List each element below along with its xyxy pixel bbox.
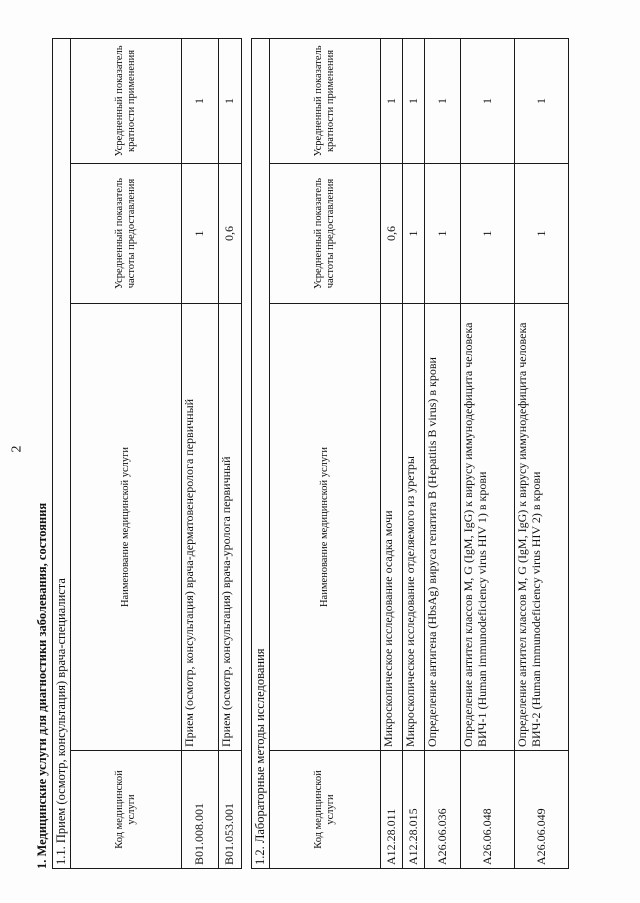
multiplicity-value: 1 <box>403 38 425 163</box>
multiplicity-value: 1 <box>425 38 461 163</box>
table-lab-methods <box>251 38 569 869</box>
multiplicity-value: 1 <box>219 38 242 163</box>
service-name: Микроскопическое исследование осадка мочи <box>381 304 403 751</box>
table-row <box>461 38 515 868</box>
multiplicity-value: 1 <box>381 38 403 163</box>
frequency-value: 0,6 <box>219 164 242 304</box>
service-name: Определение антител классов M, G (IgM, IgG) к вирусу иммунодефицита человека ВИЧ-1 (Human immunodeficiency virus HIV 1) в крови <box>461 304 515 751</box>
multiplicity-value: 1 <box>461 38 515 163</box>
section-title: 1. Медицинские услуги для диагностики заболевания, состояния <box>35 502 49 869</box>
table-row <box>403 38 425 868</box>
service-code: A12.28.011 <box>381 751 403 869</box>
service-name: Микроскопическое исследование отделяемого из уретры <box>403 304 425 751</box>
col-header-name: Наименование медицинской услуги <box>270 304 381 751</box>
frequency-value: 1 <box>461 164 515 304</box>
page-number: 2 <box>9 445 25 453</box>
multiplicity-value: 1 <box>515 38 569 163</box>
col-header-code: Код медицинской услуги <box>270 751 381 869</box>
frequency-value: 0,6 <box>381 164 403 304</box>
multiplicity-value: 1 <box>182 38 219 163</box>
service-name: Определение антител классов M, G (IgM, IgG) к вирусу иммунодефицита человека ВИЧ-2 (Human immunodeficiency virus HIV 2) в крови <box>515 304 569 751</box>
service-code: B01.053.001 <box>219 751 242 869</box>
col-header-frequency: Усредненный показатель частоты предоставления <box>71 164 182 304</box>
table-caption: 1.2. Лабораторные методы исследования <box>252 38 270 868</box>
service-name: Определение антигена (HbsAg) вируса гепатита B (Hepatitis B virus) в крови <box>425 304 461 751</box>
service-code: A26.06.048 <box>461 751 515 869</box>
table-consultations <box>52 38 242 869</box>
service-code: A26.06.036 <box>425 751 461 869</box>
frequency-value: 1 <box>515 164 569 304</box>
service-name: Прием (осмотр, консультация) врача-уролога первичный <box>219 304 242 751</box>
frequency-value: 1 <box>403 164 425 304</box>
col-header-frequency: Усредненный показатель частоты предоставления <box>270 164 381 304</box>
col-header-multiplicity: Усредненный показатель кратности применения <box>270 38 381 163</box>
service-code: B01.008.001 <box>182 751 219 869</box>
table-row <box>381 38 403 868</box>
col-header-code: Код медицинской услуги <box>71 751 182 869</box>
table-row <box>425 38 461 868</box>
frequency-value: 1 <box>425 164 461 304</box>
rotated-page-content <box>34 39 628 869</box>
table-caption: 1.1. Прием (осмотр, консультация) врача-специалиста <box>53 38 71 868</box>
frequency-value: 1 <box>182 164 219 304</box>
service-code: A26.06.049 <box>515 751 569 869</box>
table-row <box>182 38 219 868</box>
table-row <box>219 38 242 868</box>
service-name: Прием (осмотр, консультация) врача-дерматовенеролога первичный <box>182 304 219 751</box>
service-code: A12.28.015 <box>403 751 425 869</box>
col-header-name: Наименование медицинской услуги <box>71 304 182 751</box>
col-header-multiplicity: Усредненный показатель кратности применения <box>71 38 182 163</box>
table-row <box>515 38 569 868</box>
